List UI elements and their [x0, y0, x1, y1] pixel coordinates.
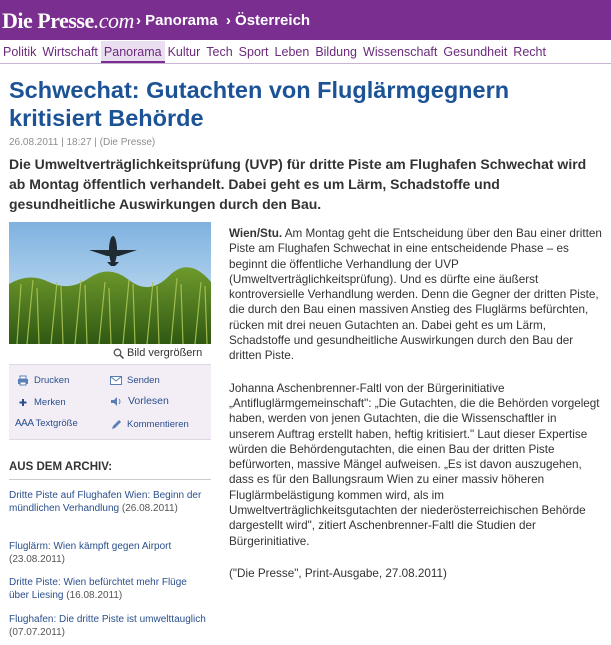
- archive-date: (16.08.2011): [66, 590, 123, 601]
- site-logo[interactable]: [2, 8, 134, 34]
- archive-item[interactable]: [9, 489, 209, 515]
- archive-heading: AUS DEM ARCHIV:: [9, 461, 113, 473]
- nav-item-sport[interactable]: Sport: [238, 45, 269, 59]
- archive-date: (07.07.2011): [9, 627, 65, 638]
- archive-date: (23.08.2011): [9, 554, 65, 565]
- breadcrumb-panorama[interactable]: › Panorama: [136, 12, 218, 29]
- breadcrumb-oesterreich[interactable]: › Österreich: [225, 12, 311, 29]
- breadcrumb: [136, 12, 314, 29]
- article-lead: Die Umweltverträglichkeitsprüfung (UVP) für dritte Piste am Flughafen Schwechat wird ab Montag öffentlich verhandelt. Dabei geht es um Lärm, Schadstoffe und gesundheitliche Auswirkungen durch den Bau.: [9, 156, 587, 212]
- printer-icon: [17, 375, 29, 386]
- logo-main: Die Presse: [2, 8, 94, 33]
- archive-item[interactable]: [9, 576, 209, 602]
- source-note: ("Die Presse", Print-Ausgabe, 27.08.2011): [229, 566, 447, 580]
- enlarge-image-link[interactable]: [113, 347, 202, 359]
- paragraph-1: [229, 226, 605, 364]
- bookmark-button[interactable]: [17, 397, 66, 408]
- article-body: [229, 226, 605, 598]
- header-bar: [0, 0, 611, 40]
- paragraph-1-text: Am Montag geht die Entscheidung über den Bau einer dritten Piste am Flughafen Schwechat in eine entscheidende Phase – es beginnt die öffentliche Verhandlung der UVP (Umweltverträglichkeitsprüfung). Und es dürfte eine äußerst kontroversielle Verhandlung werden. Denn die Gegner der dritten Piste, die durch den Bau einen massiven Anstieg des Fluglärms befürchten, rücken mit drei neuen Gutachten an. Dabei geht es um Lärm, Schadstoffe und gesundheitliche Auswirkungen durch den Bau der dritten Piste.: [229, 227, 602, 363]
- nav-item-wissenschaft[interactable]: Wissenschaft: [363, 45, 438, 59]
- nav-item-leben[interactable]: Leben: [274, 45, 310, 59]
- speaker-icon: [110, 396, 123, 407]
- nav-item-kultur[interactable]: Kultur: [167, 45, 201, 59]
- nav-item-bildung[interactable]: Bildung: [315, 45, 358, 59]
- print-label: Drucken: [34, 375, 70, 386]
- read-aloud-label: Vorlesen: [128, 395, 169, 407]
- archive-date: (26.08.2011): [121, 503, 178, 514]
- main-nav: [0, 41, 611, 64]
- airplane-over-grass-image: [9, 222, 211, 344]
- pencil-icon: [110, 419, 122, 430]
- nav-item-wirtschaft[interactable]: Wirtschaft: [42, 45, 98, 59]
- plus-icon: [17, 397, 29, 408]
- font-size-button[interactable]: [15, 418, 78, 429]
- archive-divider: [9, 479, 211, 480]
- send-label: Senden: [127, 375, 160, 386]
- nav-item-tech[interactable]: Tech: [206, 45, 233, 59]
- font-size-icon: AAA: [15, 418, 34, 430]
- paragraph-2: Johanna Aschenbrenner-Faltl von der Bürgerinitiative „Antifluglärmgemeinschaft": „Die Gutachten, die die Behörden vorgelegt haben, werden von jenen Gutachten, die die Wissenschaftler in unserem Auftrag erstellt haben, heftig kritisiert." Laut dieser Expertise würden die Behördengutachten, die einen Bau der dritten Piste befürworten, massive Mängel aufweisen. „Es ist davon auszugehen, dass es für den Ballungsraum Wien zu einer massiv höheren Fluglärmbelästigung kommen wird, als im Umweltverträglichkeitsgutachten der niederösterreichischen Behörde dargestellt wird", zitiert Aschenbrenner-Faltl die Studien der Bürgerinitiative.: [229, 381, 600, 548]
- article-tools: [9, 364, 211, 440]
- nav-item-gesundheit[interactable]: Gesundheit: [443, 45, 508, 59]
- send-button[interactable]: [110, 375, 160, 386]
- read-aloud-button[interactable]: [110, 395, 169, 407]
- archive-link[interactable]: Flughafen: Die dritte Piste ist umwelttauglich: [9, 614, 206, 625]
- article-meta: 26.08.2011 | 18:27 | (Die Presse): [9, 137, 156, 148]
- archive-item[interactable]: [9, 613, 209, 639]
- print-button[interactable]: [17, 375, 69, 386]
- article-headline: Schwechat: Gutachten von Fluglärmgegnern kritisiert Behörde: [9, 77, 510, 131]
- comment-label: Kommentieren: [127, 419, 189, 430]
- archive-link[interactable]: Fluglärm: Wien kämpft gegen Airport: [9, 541, 172, 552]
- nav-item-panorama[interactable]: Panorama: [101, 41, 165, 64]
- envelope-icon: [110, 376, 122, 385]
- article-photo[interactable]: [9, 222, 211, 344]
- dateline: Wien/Stu.: [229, 227, 283, 240]
- archive-link[interactable]: Dritte Piste auf Flughafen Wien: Beginn der mündlichen Verhandlung: [9, 490, 202, 514]
- logo-domain: .com: [93, 8, 134, 33]
- archive-item[interactable]: [9, 540, 209, 566]
- comment-button[interactable]: [110, 419, 189, 430]
- nav-item-politik[interactable]: Politik: [3, 45, 37, 59]
- bookmark-label: Merken: [34, 397, 66, 408]
- nav-item-recht[interactable]: Recht: [513, 45, 546, 59]
- enlarge-image-label: Bild vergrößern: [127, 347, 203, 360]
- magnifier-icon: [113, 348, 124, 359]
- archive-link[interactable]: Dritte Piste: Wien befürchtet mehr Flüge über Liesing: [9, 577, 187, 601]
- font-size-label: Textgröße: [35, 418, 78, 429]
